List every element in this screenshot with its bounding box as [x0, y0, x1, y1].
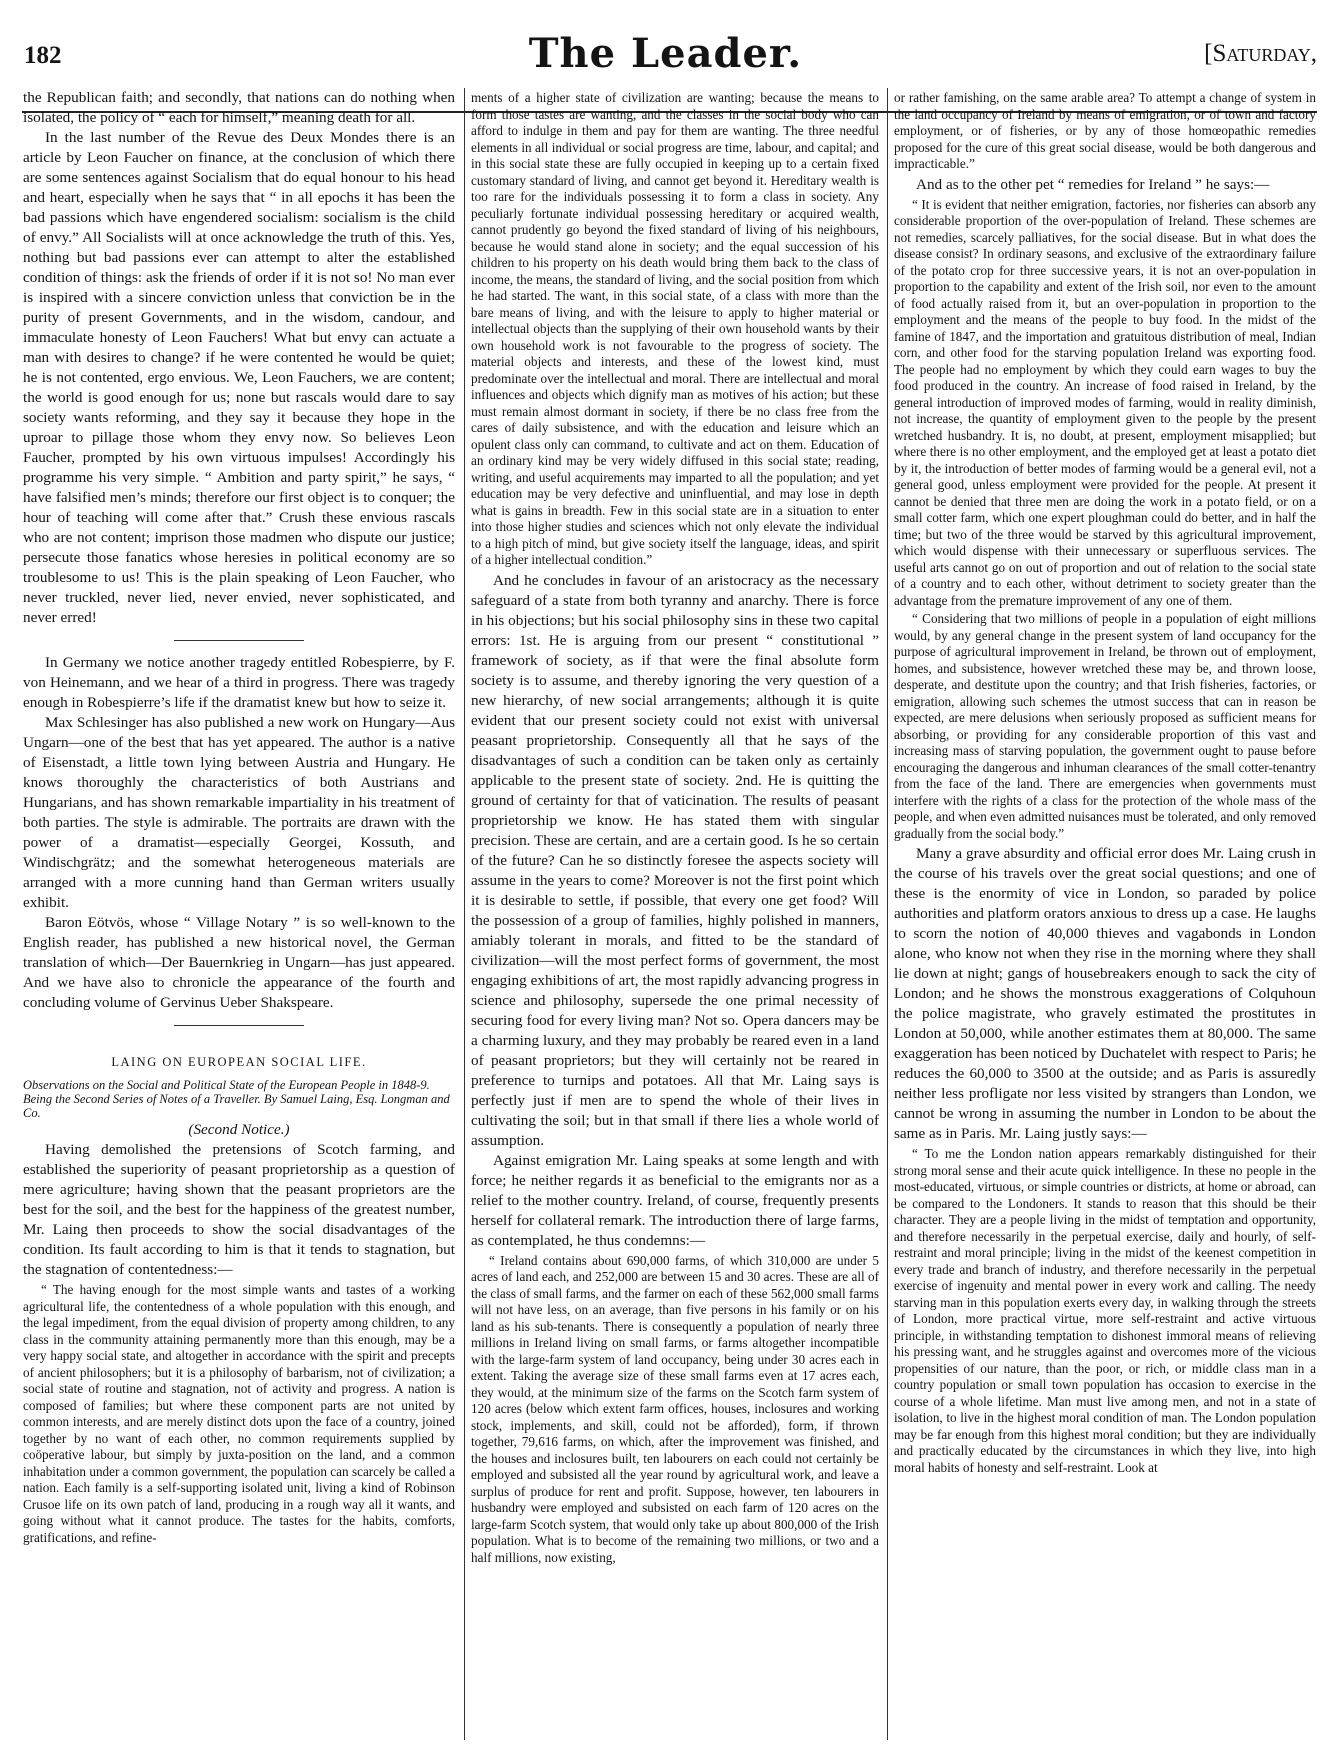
article-subtitle: Observations on the Social and Political State of the European People in 1848-9. Being the Second Series of Notes of a Traveller. By Samuel Laing, Esq. Longman and Co. — [23, 1078, 450, 1120]
column-3 — [894, 88, 1316, 1740]
section-rule — [174, 1025, 304, 1026]
article-title: LAING ON EUROPEAN SOCIAL LIFE. — [111, 1055, 367, 1069]
notice-label: (Second Notice.) — [188, 1121, 290, 1138]
issue-day: [Saturday, — [1204, 40, 1317, 67]
section-rule — [174, 640, 304, 641]
paragraph: Against emigration Mr. Laing speaks at some length and with force; he neither regards it as beneficial to the emigrants nor as a relief to the mother country. Ireland, of course, frequently presents herself for collateral remark. The introduction there of large farms, as contemplated, he thus condemns:— — [471, 1151, 879, 1249]
block-quote: “ To me the London nation appears remarkably distinguished for their strong moral sense and their acute quick intelligence. In these no people in the most-educated, virtuous, or simple countries or districts, at home or abroad, can be compared to the Londoners. It stands to reason that this should be their character. They are a people living in the midst of temptation and opportunity, and therefore necessarily in the perpetual exercise, daily and hourly, of self-restraint and moral principle; living in the midst of the keenest competition in every trade and branch of industry, and therefore necessarily in the perpetual exercise of ingenuity and mental power in every work and calling. The needy starving man in this population exerts every day, in walking through the streets of London, more practical virtue, more self-restraint and active virtuous principle, in withstanding temptation to dishonest immoral means of relieving his pressing want, and he struggles against and overcomes more of the vicious propensities of our nature, than the poor, or rich, or middle class man in a country population or small town population has occasion to exercise in the course of a whole lifetime. Man must live among men, and not in a state of isolation, to live in the highest moral condition of man. The London population may be far enough from this highest moral condition; but they are individually and practically educated by the circumstances in which they live, into high moral habits of honesty and self-restraint. Look at — [894, 1146, 1316, 1475]
paragraph: Having demolished the pretensions of Scotch farming, and established the superiority of peasant proprietorship as a question of mere agriculture; having shown that the peasant proprietors are the best for the soil, and the best for the happiness of the greatest number, Mr. Laing then proceeds to show the social disadvantages of the condition. Its fault according to him is that it tends to stagnation, but the stagnation of contentedness:— — [23, 1141, 455, 1278]
paragraph: In Germany we notice another tragedy entitled Robespierre, by F. von Heinemann, and we hear of a third in progress. There was tragedy enough in Robespierre’s life if the dramatist knew but how to seize it. — [23, 654, 455, 711]
paragraph: In the last number of the Revue des Deux Mondes there is an article by Leon Faucher on finance, at the conclusion of which there are some sentences against Socialism that do equal honour to his head and heart, especially when he says that “ in all epochs it has been the bad passions which have engendered socialism: socialism is the child of envy.” All Socialists will at once acknowledge the truth of this. Yes, nothing but bad passions ever can attempt to alter the established condition of things: ask the friends of order if it is not so! No man ever is inspired with a sincere conviction unless that conviction be in the purity of present Governments, and in the wisdom, candour, and immaculate honesty of Leon Fauchers! What but envy can actuate a man with desires to change? if he were contented he would be quiet; he is not contented, ergo envious. We, Leon Fauchers, we are content; the world is good enough for us; none but rascals would dare to say society wants reforming, and they say it because they hope in the uproar to pillage those whom they envy now. So believes Leon Faucher, prompted by his own virtuous impulses! Accordingly his programme his very simple. “ Ambition and party spirit,” he says, “ have falsified men’s minds; therefore our first object is to conquer; the hour of teaching will come after that.” Crush these envious rascals who are not content; imprison those madmen who dispute our justice; persecute those fanatics whose heresies in political economy are so troublesome to us! This is the plain speaking of Leon Faucher, who never truckled, never lied, never envied, never sophisticated, and never erred! — [23, 129, 455, 626]
paragraph: the Republican faith; and secondly, that nations can do nothing when isolated, the policy of “ each for himself,” meaning death for all. — [23, 89, 455, 126]
column-1 — [23, 88, 455, 1740]
block-quote: “ Ireland contains about 690,000 farms, of which 310,000 are under 5 acres of land each, and 252,000 are between 15 and 30 acres. These are all of the class of small farms, and the farmer on each of these 562,000 small farms will not have less, on an average, than five persons in his family or on his land as his sub-tenants. There is consequently a population of nearly three millions in Ireland living on small farms, or farms altogether incompatible with the large-farm system of land occupancy, being under 30 acres each in extent. Taking the average size of these small farms even at 17 acres each, they would, at the minimum size of the farms on the Scotch farm system of 120 acres (below which extent farm offices, houses, inclosures and working stock, implements, and skill, could not be afforded), form, if thrown together, 79,616 farms, on which, after the improvement was finished, and the houses and inclosures built, ten labourers on each could not certainly be employed and subsisted all the year round by agricultural work, and leave a surplus of produce for rent and profit. Suppose, however, ten labourers in husbandry were employed and subsisted on each farm of 120 acres on the large-farm Scotch system, that would only take up about 800,000 of the Irish population. What is to become of the remaining two millions, or two and a half millions, now existing, — [471, 1252, 879, 1565]
page-number: 182 — [24, 42, 62, 69]
paragraph: Many a grave absurdity and official error does Mr. Laing crush in the course of his travels over the great social questions; and one of these is the enormity of vice in London, so paraded by police authorities and platform orators anxious to dress up a case. He laughs to scorn the notion of 40,000 thieves and vagabonds in London alone, who know not when they rise in the morning where they shall lie down at night; gangs of housebreakers enough to sack the city of London; and he shows the monstrous exaggerations of Colquhoun the police magistrate, who gravely estimated the prostitutes in London at 50,000, while another estimates them at 80,000. The same exaggeration has been noticed by Duchatelet with respect to Paris; he reduces the 60,000 to 3500 at the outside; and as Paris is assuredly neither less profligate nor less visited by strangers than London, we cannot be wrong in assuming the number in London to be about the same as in Paris. Mr. Laing justly says:— — [894, 845, 1316, 1142]
block-quote: or rather famishing, on the same arable area? To attempt a change of system in the land occupancy of Ireland by means of emigration, or of town and factory employment, or of fisheries, or by any of those homœopathic remedies proposed for the cure of this great social disease, would be both dangerous and impracticable.” — [894, 90, 1316, 171]
block-quote: ments of a higher state of civilization are wanting; because the means to form those tastes are wanting, and the classes in the social body who can afford to indulge in them and pay for them are wanting. The three needful elements in all individual or social progress are time, labour, and capital; and in this social state these are fully occupied in keeping up to a certain fixed customary standard of living, and cannot get beyond it. Hereditary wealth is too rare for the individuals possessing it to form a class in society. Any peculiarly fortunate individual possessing hereditary or acquired wealth, cannot prudently go beyond the fixed standard of living of his neighbours, because he would stand alone in society; and the equal succession of his children to his property on his death would bring them back to the class of income, the means, the standard of living, and the social position from which he had started. The want, in this social state, of a class with more than the bare means of living, and with the leisure to apply to higher material or intellectual objects than the supplying of their own household wants by their own household work is not favourable to the progress of society. The material objects and interests, and these of the lowest kind, must predominate over the intellectual and moral. There are intellectual and moral influences and objects which dignify man as motives of his action; but these must remain almost dormant in society, if there be no class free from the cares of daily subsistence, and with the education and leisure which an opulent class only can command, to cultivate and act on them. Education of an ordinary kind may be very widely diffused in this social state; reading, writing, and useful acquirements may imparted to all the population; and yet education may be very defective and uninfluential, and may lose in depth what is gains in breadth. Few in this social state are in a situation to enter into those higher studies and sciences which not only elevate the individual to a high pitch of mind, but give society itself the language, ideas, and spirit of a higher intellectual condition.” — [471, 90, 879, 567]
column-2 — [471, 88, 879, 1740]
paragraph: And as to the other pet “ remedies for Ireland ” he says:— — [916, 175, 1270, 193]
column-divider — [464, 88, 465, 1740]
paragraph: And he concludes in favour of an aristocracy as the necessary safeguard of a state from both tyranny and anarchy. There is force in his objections; but his social philosophy sins in these two capital errors: 1st. He is arguing from our present “ constitutional ” framework of society, as if that were the final absolute form society is to assume, and thereby ignoring the very question of a new hierarchy, of new social arrangements; although it is quite evident that our present society could not exist with universal peasant proprietorship. Consequently all that he says of the disadvantages of such a condition can be taken only as certainly applicable to the present state of society. 2nd. He is quitting the ground of certainty for that of vaticination. The results of peasant proprietorship we know. He has stated them with singular precision. These are certain, and are a certain good. Is he so certain of the future? Can he so distinctly foresee the aspects society will assume in the years to come? Moreover is not the first point which it is desirable to settle, if possible, that every one get food? Will the possession of a group of families, highly polished in manners, amiably tolerant in morals, and fitted to be the standard of civilization—will the most perfect forms of government, the most engaging exhibitions of art, the most rapidly advancing progress in science and philosophy, supersede the one primal necessity of securing food for every living man? Not so. Opera dancers may be a charming luxury, and they may probably be reared even in a land of peasant proprietors; but they will certainly not be reared in preference to turnips and potatoes. All that Mr. Laing says is perfectly just if men are to spend the whole of their lives in cultivating the soil; but in that small if there lies a whole world of assumption. — [471, 571, 879, 1149]
block-quote: “ Considering that two millions of people in a population of eight millions would, by any general change in the present system of land occupancy for the purpose of agricultural improvement in Ireland, be thrown out of employment, homes, and subsistence, however wretched these may be, and thrown loose, desperate, and destitute upon the country; and that Irish fisheries, factories, or emigration, allowing such schemes the utmost success that can in reason be expected, are mere delusions when seriously proposed as sufficient means for absorbing, or providing for any considerable proportion of this vast and increasing mass of starving population, the government ought to pause before encouraging the dangerous and inhuman clearances of the small cotter-tenantry from the face of the land. There are emergencies when governments must interfere with the rights of a class for the protection of the whole mass of the people, and when even admitted nuisances must be tolerated, and only removed gradually from the social body.” — [894, 611, 1316, 841]
paragraph: Max Schlesinger has also published a new work on Hungary—Aus Ungarn—one of the best that has yet appeared. The author is a native of Eisenstadt, a little town lying between Austria and Hungary. He knows thoroughly the characteristics of both Austrians and Hungarians, and has shown remarkable impartiality in his treatment of both parties. The style is admirable. The portraits are drawn with the power of a dramatist—especially Georgei, Kossuth, and Windischgrätz; and the somewhat heterogeneous materials are arranged with a more cunning hand than German writers usually exhibit. — [23, 714, 455, 911]
block-quote: “ The having enough for the most simple wants and tastes of a working agricultural life, the contentedness of a whole population with this enough, and the legal impediment, from the equal division of property among children, to any class in the community attaining permanently more than this enough, may be a very happy social state, and altogether in accordance with the spirit and precepts of ancient philosophers; but it is a philosophy of barbarism, not of civilization; a social state of routine and stagnation, not of activity and progress. A nation is composed of families; but where these component parts are not united by common interests, and are merely distinct dots upon the face of a country, joined together by no want of each other, no common requirements supplied by coöperative labour, but simply by juxta-position on the land, and a common inhabitation under a common government, the population can scarcely be called a nation. Each family is a self-supporting isolated unit, living a kind of Robinson Crusoe life on its own patch of land, producing in a rough way all it wants, and going without what it cannot produce. The tastes for the habits, comforts, gratifications, and refine- — [23, 1282, 455, 1545]
block-quote: “ It is evident that neither emigration, factories, nor fisheries can absorb any considerable proportion of the over-population of Ireland. These schemes are not remedies, scarcely palliatives, for the social disease. But in what does the disease consist? In ordinary seasons, and exclusive of the extraordinary failure of the potato crop for three successive years, it is not an over-population in proportion to the capability and extent of the Irish soil, nor even to the amount of food actually raised from it, but an over-population in proportion to the employment and the means of the people to buy food. In the midst of the famine of 1847, and the importation and gratuitous distribution of meal, Indian corn, and other food for the starving population Ireland was exporting food. The people had no employment by which they could earn wages to buy the food produced in the country. An increase of food raised in Ireland, by the general introduction of improved modes of farming, would in reality diminish, not increase, the quantity of employment given to the people by the present wretched husbandry. It is, no doubt, at present, employment misapplied; but where there is no other employment, and the employed get at least a potato diet by it, the introduction of better modes of farming would be a general evil, not a general good, unless employment were provided for the people. At present it cannot be denied that three men are doing the work in a potato field, or on a small cotter farm, which one expert ploughman could do better, and in half the time; but two of the three would be starved by this agricultural improvement, which would dispense with their unnecessary or superfluous services. The useful arts cannot go on out of proportion and out of relation to the social state of a country and to each other, without detriment to society greater than the advantage from the premature improvement of any one of them. — [894, 196, 1316, 608]
page-header — [0, 30, 1331, 86]
column-divider — [887, 88, 888, 1740]
masthead-title: The Leader. — [528, 30, 803, 77]
paragraph: Baron Eötvös, whose “ Village Notary ” is so well-known to the English reader, has published a new historical novel, the German translation of which—Der Bauernkrieg in Ungarn—has just appeared. And we have also to chronicle the appearance of the fourth and concluding volume of Gervinus Ueber Shakspeare. — [23, 914, 455, 1011]
